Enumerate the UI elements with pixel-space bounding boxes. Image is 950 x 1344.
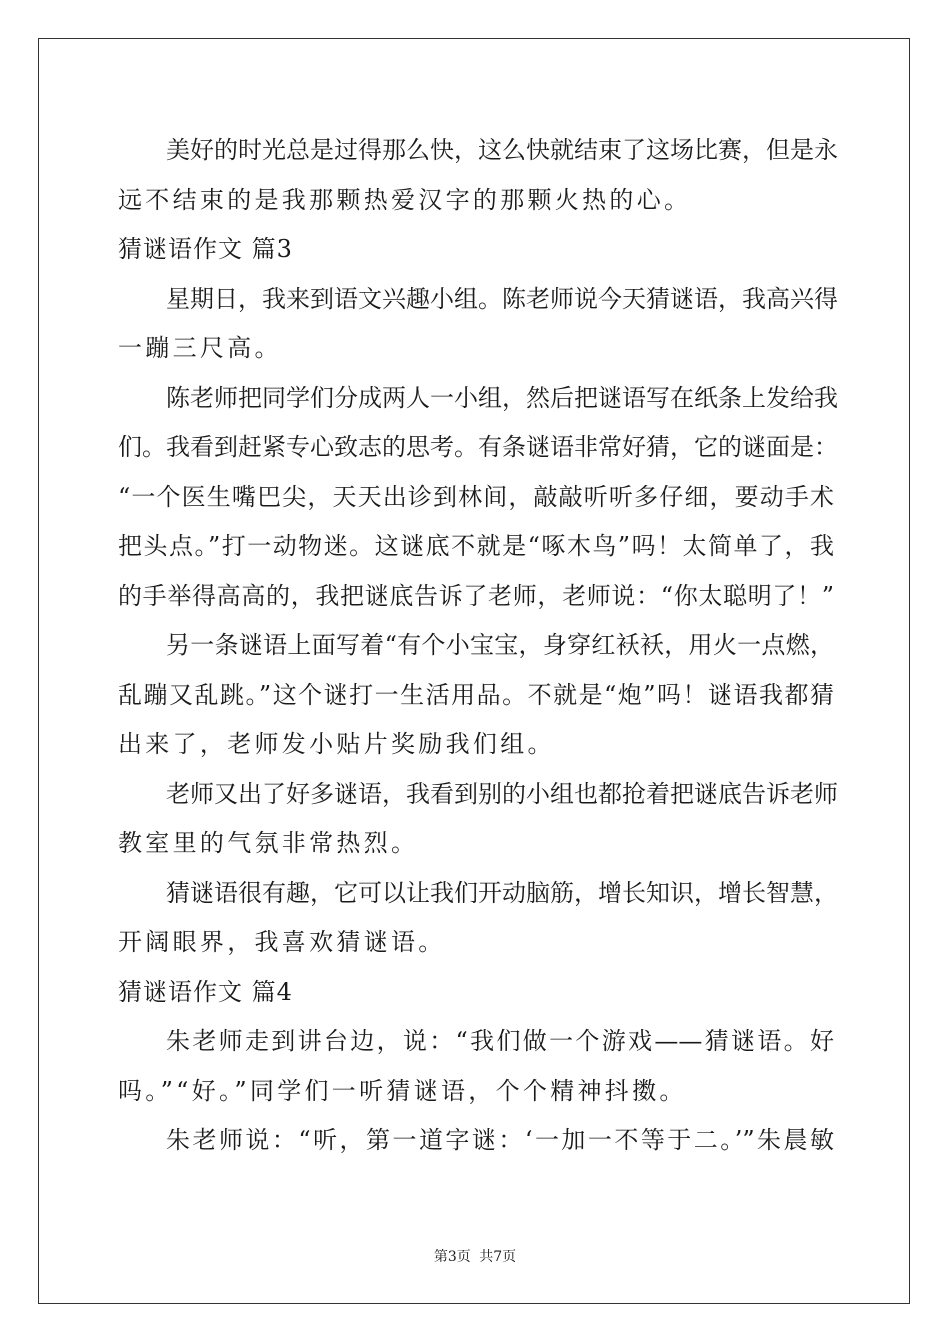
text-line: 开阔眼界，我喜欢猜谜语。: [118, 928, 446, 956]
text-line: 朱老师走到讲台边，说：“我们做一个游戏——猜谜语。好: [166, 1027, 834, 1055]
section-heading: 猜谜语作文 篇4: [118, 977, 293, 1006]
text-line: 一蹦三尺高。: [118, 334, 282, 362]
page-number: 第3页: [433, 1249, 471, 1265]
text-line: 老师又出了好多谜语，我看到别的小组也都抢着把谜底告诉老师: [166, 779, 838, 808]
text-line: 陈老师把同学们分成两人一小组，然后把谜语写在纸条上发给我: [166, 383, 838, 412]
text-line: 远不结束的是我那颗热爱汉字的那颗火热的心。: [118, 185, 692, 214]
text-line: 星期日，我来到语文兴趣小组。陈老师说今天猜谜语，我高兴得: [166, 284, 838, 313]
text-line: 们。我看到赶紧专心致志的思考。有条谜语非常好猜，它的谜面是：: [118, 433, 838, 461]
page-footer: [0, 1246, 950, 1266]
text-line: 美好的时光总是过得那么快，这么快就结束了这场比赛，但是永: [166, 136, 838, 164]
text-line: 吗。”“好。”同学们一听猜谜语，个个精神抖擞。: [118, 1076, 687, 1105]
text-line: 另一条谜语上面写着“有个小宝宝，身穿红袄袄，用火一点燃，: [166, 631, 834, 659]
text-line: 朱老师说：“听，第一道字谜：‘一加一不等于二。’”朱晨敏: [166, 1126, 834, 1154]
text-line: 猜谜语很有趣，它可以让我们开动脑筋，增长知识，增长智慧，: [166, 878, 838, 907]
section-heading: 猜谜语作文 篇3: [118, 235, 293, 263]
text-line: “一个医生嘴巴尖，天天出诊到林间，敲敲听听多仔细，要动手术: [118, 482, 834, 511]
text-line: 教室里的气氛非常热烈。: [118, 829, 419, 857]
text-line: 出来了，老师发小贴片奖励我们组。: [118, 730, 555, 758]
page-total: 共7页: [479, 1249, 517, 1265]
text-line: 乱蹦又乱跳。”这个谜打一生活用品。不就是“炮”吗！谜语我都猜: [118, 680, 834, 709]
text-line: 的手举得高高的，我把谜底告诉了老师，老师说：“你太聪明了！”: [118, 581, 834, 610]
text-line: 把头点。”打一动物迷。这谜底不就是“啄木鸟”吗！太简单了，我: [118, 532, 834, 560]
document-body: [118, 126, 838, 1166]
